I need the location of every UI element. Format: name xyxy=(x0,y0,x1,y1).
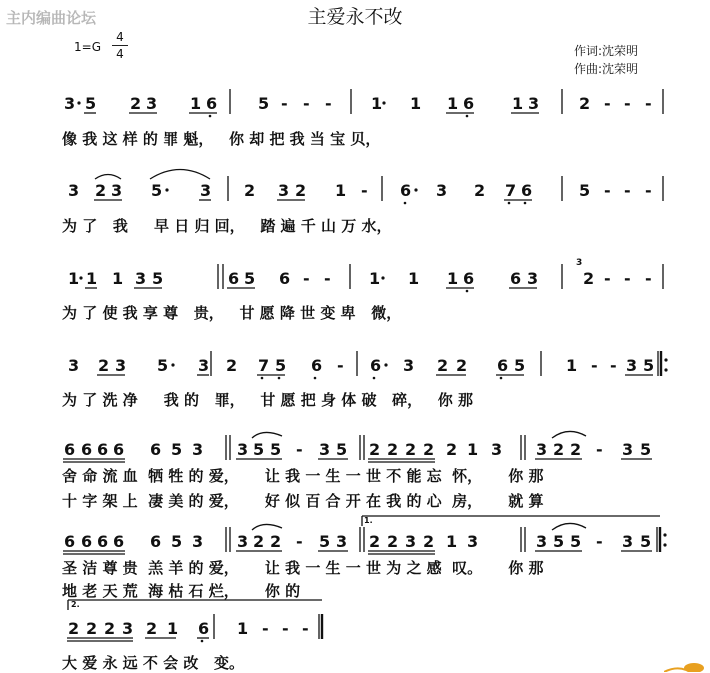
svg-text:5: 5 xyxy=(244,269,256,288)
svg-text:-: - xyxy=(645,269,652,288)
svg-text:5: 5 xyxy=(514,356,526,375)
svg-text:6: 6 xyxy=(113,440,125,459)
lyric-line-5b: 十 字 架 上 凄 美 的 爱， 好 似 百 合 开 在 我 的 心 房， 就 算 xyxy=(62,492,544,510)
svg-text:6: 6 xyxy=(463,94,475,113)
svg-text:2: 2 xyxy=(437,356,449,375)
svg-text:2: 2 xyxy=(387,532,399,551)
svg-text:3: 3 xyxy=(68,356,80,375)
svg-text:2: 2 xyxy=(405,440,417,459)
svg-text:2: 2 xyxy=(244,181,256,200)
svg-text:1: 1 xyxy=(237,619,249,638)
svg-text:6: 6 xyxy=(97,440,109,459)
svg-text:1: 1 xyxy=(371,94,383,113)
svg-text:3: 3 xyxy=(68,181,80,200)
svg-text:-: - xyxy=(361,181,368,200)
svg-text:-: - xyxy=(624,94,631,113)
svg-text:-: - xyxy=(282,619,289,638)
svg-text:1: 1 xyxy=(369,269,381,288)
svg-text:5: 5 xyxy=(253,440,265,459)
svg-text:2: 2 xyxy=(226,356,238,375)
svg-text:6: 6 xyxy=(97,532,109,551)
system-3 xyxy=(68,264,663,292)
lyric-line-6a: 圣 洁 尊 贵 羔 羊 的 爱， 让 我 一 生 一 世 为 之 感 叹。 你 那 xyxy=(62,559,544,577)
lyric-line-5a: 舍 命 流 血 牺 牲 的 爱， 让 我 一 生 一 世 不 能 忘 怀， 你 那 xyxy=(62,467,544,485)
svg-text:3: 3 xyxy=(405,532,417,551)
svg-text:2: 2 xyxy=(570,440,582,459)
svg-text:3: 3 xyxy=(527,269,539,288)
svg-text:3: 3 xyxy=(536,532,548,551)
svg-text:3: 3 xyxy=(200,181,212,200)
song-title: 主爱永不改 xyxy=(307,6,403,28)
svg-text:1: 1 xyxy=(410,94,422,113)
svg-text:6: 6 xyxy=(206,94,218,113)
svg-text:2: 2 xyxy=(95,181,107,200)
svg-text:2: 2 xyxy=(270,532,282,551)
svg-text:3: 3 xyxy=(626,356,638,375)
svg-text:3: 3 xyxy=(192,532,204,551)
svg-text:2: 2 xyxy=(583,269,595,288)
svg-text:6: 6 xyxy=(81,440,93,459)
svg-text:2: 2 xyxy=(369,440,381,459)
svg-text:5: 5 xyxy=(640,532,652,551)
svg-text:2: 2 xyxy=(387,440,399,459)
svg-text:-: - xyxy=(624,269,631,288)
svg-text:5: 5 xyxy=(579,181,591,200)
svg-text:-: - xyxy=(303,269,310,288)
svg-text:5: 5 xyxy=(151,181,163,200)
svg-text:1: 1 xyxy=(68,269,80,288)
svg-text:6: 6 xyxy=(228,269,240,288)
svg-text:1: 1 xyxy=(512,94,524,113)
logo-icon xyxy=(664,656,706,672)
svg-text:1: 1 xyxy=(467,440,479,459)
svg-text:3: 3 xyxy=(491,440,503,459)
lyric-line-2: 为 了 我 早 日 归 回， 踏 遍 千 山 万 水， xyxy=(62,217,392,235)
svg-text:-: - xyxy=(596,440,603,459)
svg-text:5: 5 xyxy=(336,440,348,459)
svg-text:6: 6 xyxy=(311,356,323,375)
svg-text:5: 5 xyxy=(171,440,183,459)
svg-text:3: 3 xyxy=(403,356,415,375)
svg-text:3: 3 xyxy=(64,94,76,113)
svg-text:2: 2 xyxy=(98,356,110,375)
svg-text:3: 3 xyxy=(336,532,348,551)
system-6 xyxy=(63,516,667,554)
svg-text:-: - xyxy=(303,94,310,113)
svg-text:-: - xyxy=(604,94,611,113)
svg-text:5: 5 xyxy=(270,440,282,459)
svg-text:2: 2 xyxy=(553,440,565,459)
svg-text:6: 6 xyxy=(279,269,291,288)
svg-text:7: 7 xyxy=(258,356,270,375)
system-4 xyxy=(68,351,668,379)
svg-text:6: 6 xyxy=(521,181,533,200)
svg-text:2: 2 xyxy=(423,440,435,459)
svg-text:2: 2 xyxy=(253,532,265,551)
svg-text:-: - xyxy=(591,356,598,375)
svg-text:2: 2 xyxy=(456,356,468,375)
svg-text:1: 1 xyxy=(112,269,124,288)
svg-text:2: 2 xyxy=(369,532,381,551)
svg-text:-: - xyxy=(604,181,611,200)
svg-text:3: 3 xyxy=(278,181,290,200)
svg-text:3: 3 xyxy=(536,440,548,459)
svg-text:-: - xyxy=(281,94,288,113)
lyric-line-6b: 地 老 天 荒 海 枯 石 烂， 你 的 xyxy=(62,582,301,600)
svg-text:6: 6 xyxy=(497,356,509,375)
svg-text:5: 5 xyxy=(553,532,565,551)
svg-text:5: 5 xyxy=(275,356,287,375)
svg-text:1.: 1. xyxy=(364,516,373,525)
svg-text:-: - xyxy=(296,440,303,459)
system-5 xyxy=(63,431,652,462)
svg-text:5: 5 xyxy=(85,94,97,113)
svg-text:2: 2 xyxy=(295,181,307,200)
svg-text:1: 1 xyxy=(190,94,202,113)
svg-text:3: 3 xyxy=(192,440,204,459)
watermark-text: 主内编曲论坛 xyxy=(6,9,97,27)
svg-text:6: 6 xyxy=(198,619,210,638)
svg-text:-: - xyxy=(645,94,652,113)
svg-text:6: 6 xyxy=(150,532,162,551)
svg-text:3: 3 xyxy=(237,532,249,551)
svg-text:1: 1 xyxy=(408,269,420,288)
svg-text:-: - xyxy=(337,356,344,375)
svg-text:2: 2 xyxy=(423,532,435,551)
svg-text:1: 1 xyxy=(447,269,459,288)
svg-text:-: - xyxy=(624,181,631,200)
svg-text:-: - xyxy=(296,532,303,551)
svg-text:1: 1 xyxy=(566,356,578,375)
svg-text:5: 5 xyxy=(171,532,183,551)
system-1 xyxy=(64,89,663,117)
svg-text:6: 6 xyxy=(113,532,125,551)
svg-text:5: 5 xyxy=(157,356,169,375)
svg-text:3: 3 xyxy=(146,94,158,113)
fermata-mark: 3 xyxy=(576,258,583,268)
svg-text:6: 6 xyxy=(150,440,162,459)
svg-text:2: 2 xyxy=(86,619,98,638)
svg-text:3: 3 xyxy=(528,94,540,113)
svg-text:-: - xyxy=(324,269,331,288)
svg-text:5: 5 xyxy=(643,356,655,375)
svg-text:-: - xyxy=(302,619,309,638)
svg-text:2: 2 xyxy=(130,94,142,113)
composer-credit: 作曲:沈荣明 xyxy=(574,62,639,76)
svg-text:6: 6 xyxy=(400,181,412,200)
svg-text:2: 2 xyxy=(68,619,80,638)
svg-text:6: 6 xyxy=(510,269,522,288)
lyric-line-4: 为 了 洗 净 我 的 罪， 甘 愿 把 身 体 破 碎， 你 那 xyxy=(62,391,474,409)
svg-text:1: 1 xyxy=(86,269,98,288)
svg-text:3: 3 xyxy=(237,440,249,459)
svg-text:6: 6 xyxy=(370,356,382,375)
svg-text:3: 3 xyxy=(135,269,147,288)
system-7 xyxy=(67,600,322,642)
svg-text:5: 5 xyxy=(152,269,164,288)
svg-text:5: 5 xyxy=(570,532,582,551)
meter-bottom: 4 xyxy=(116,47,124,61)
svg-text:-: - xyxy=(596,532,603,551)
lyric-line-3: 为 了 使 我 享 尊 贵， 甘 愿 降 世 变 卑 微， xyxy=(62,304,402,322)
svg-text:2: 2 xyxy=(446,440,458,459)
svg-text:2: 2 xyxy=(579,94,591,113)
svg-text:-: - xyxy=(645,181,652,200)
lyric-line-7: 大 爱 永 远 不 会 改 变。 xyxy=(62,654,245,672)
svg-text:2: 2 xyxy=(104,619,116,638)
svg-text:6: 6 xyxy=(81,532,93,551)
svg-text:3: 3 xyxy=(111,181,123,200)
svg-text:1: 1 xyxy=(447,94,459,113)
svg-text:5: 5 xyxy=(640,440,652,459)
svg-text:3: 3 xyxy=(198,356,210,375)
key-signature: 1=G xyxy=(74,40,101,54)
svg-text:3: 3 xyxy=(319,440,331,459)
svg-text:2: 2 xyxy=(474,181,486,200)
svg-text:6: 6 xyxy=(64,440,76,459)
svg-text:6: 6 xyxy=(64,532,76,551)
svg-text:2.: 2. xyxy=(71,600,80,609)
svg-text:3: 3 xyxy=(115,356,127,375)
svg-text:-: - xyxy=(604,269,611,288)
svg-text:3: 3 xyxy=(622,440,634,459)
svg-text:3: 3 xyxy=(622,532,634,551)
svg-text:3: 3 xyxy=(467,532,479,551)
meter-top: 4 xyxy=(116,30,124,44)
svg-text:1: 1 xyxy=(335,181,347,200)
svg-text:5: 5 xyxy=(319,532,331,551)
svg-text:7: 7 xyxy=(505,181,517,200)
svg-text:2: 2 xyxy=(146,619,158,638)
svg-text:1: 1 xyxy=(446,532,458,551)
svg-text:5: 5 xyxy=(258,94,270,113)
svg-text:1: 1 xyxy=(167,619,179,638)
svg-text:-: - xyxy=(610,356,617,375)
svg-text:-: - xyxy=(262,619,269,638)
svg-text:3: 3 xyxy=(436,181,448,200)
svg-text:6: 6 xyxy=(463,269,475,288)
svg-text:-: - xyxy=(325,94,332,113)
lyric-line-1: 像 我 这 样 的 罪 魁， 你 却 把 我 当 宝 贝， xyxy=(62,130,381,148)
lyricist-credit: 作词:沈荣明 xyxy=(574,44,639,58)
system-2 xyxy=(68,170,663,205)
svg-text:3: 3 xyxy=(122,619,134,638)
